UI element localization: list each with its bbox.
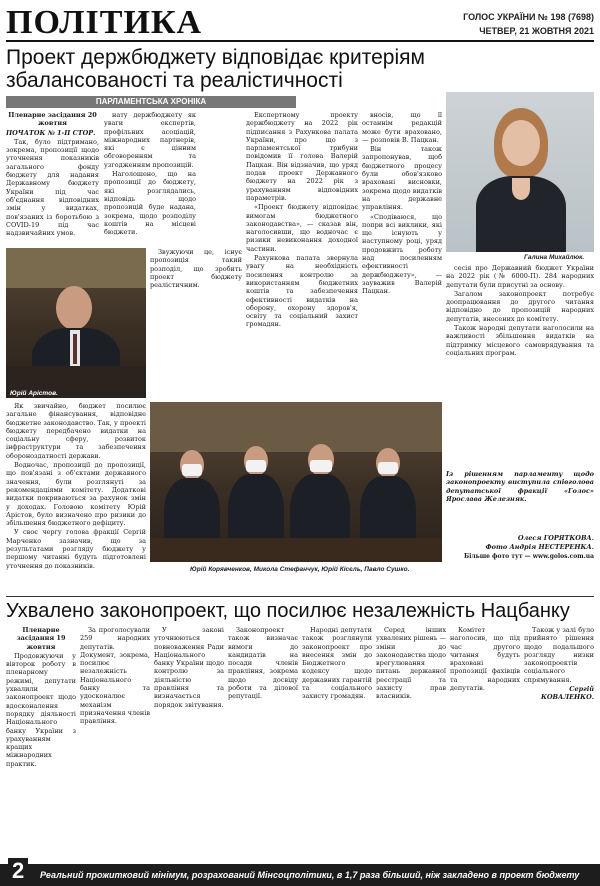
page-number: 2 [8,858,28,884]
paragraph: Комітет наголосив, що під час другого читання будуть враховані пропозиції фахівців та народних депутатів. [450,626,520,693]
photo-parliament [150,402,442,562]
paragraph: Як звичайно, бюджет посилює загальне фінансування, відповідне бюджетне законодавство. Так, у проекті бюджету передбачено видатки на соціальну сферу, розвиток інфраструктури та забезпечення обороноздатності держави. [6,402,146,460]
publication-info [463,10,594,38]
article2-signature: Сергій КОВАЛЕНКО. [540,685,594,702]
paragraph: нату держбюджету як уваги експертів, профільних асоціацій, міжнародних партнерів, які є цінним обговоренням та узгодженням пропозицій. [104,111,196,169]
article1-col1 [6,111,99,246]
article1-col5 [446,264,594,464]
paragraph: Рахункова палата звернула увагу на необхідність посилення контролю за використанням бюджетних коштів та забезпечення ефективності видатків на оборону, охорону здоров'я, освіту та соціальний захист громадян. [246,254,358,329]
photo-caption-parliament: Юрій Корявченков, Микола Стефанчук, Юрій Кісєль, Павло Сушко. [190,566,410,573]
paragraph: Серед інших ухвалених рішень — зміни до законодавства щодо врегулювання питань державної реєстрації та захисту прав власників. [376,626,446,701]
paragraph: Народні депутати також розглянули законопроект про внесення змін до Бюджетного кодексу щодо державних гарантій та соціального захисту громадян. [302,626,372,701]
article2-col5 [302,626,372,858]
paragraph: Він також запропонував, щоб бюджетного процесу були обов'язково враховані висновки, зокрема щодо видатків на державне управління. [362,145,442,212]
paragraph: За проголосували 259 народних депутатів. Документ, зокрема, посилює незалежність Національного банку та удосконалює механізм призначення членів правління. [80,626,150,726]
session-label: Пленарне засідання 20 жовтня [8,111,97,128]
paragraph: Загалом законопроект потребує доопрацювання до другого читання відповідно до пропозицій народних депутатів, внесених до комітету. [446,289,594,323]
article1-col1-lower [6,402,146,590]
photo-credit: Фото Андрія НЕСТЕРЕНКА. [485,543,594,552]
paragraph: У своє чергу голова фракції Сергій Марченко зазначив, що за результатами розгляду бюджету у першому читанні будуть підготовлені уточнення до показників. [6,528,146,570]
article1-col4 [362,111,442,396]
article2-col3 [154,626,224,858]
article2-col7 [450,626,520,858]
session-label: Пленарне засідання 19 жовтня [16,626,66,651]
rubric-label: ПАРЛАМЕНТСЬКА ХРОНІКА [6,96,296,108]
section-divider [6,596,594,597]
masthead [6,6,594,42]
article2-col4 [228,626,298,858]
photo-mykhailiuk [446,92,594,252]
paragraph: У законі уточнюються повноваження Ради Національного банку України щодо контролю за діяльністю правління та визначається порядок звітування. [154,626,224,709]
paragraph: «Проект бюджету відповідає вимогам бюджетного законодавства», — сказав він, наголосивши, що водночас є ризики невиконання доходної частини. [246,203,358,253]
section-title: ПОЛІТИКА [6,4,203,41]
article1-col5-lower [446,470,594,530]
article2-headline: Ухвалено законопроект, що посилює незалежність Нацбанку [6,600,570,622]
paragraph: Звужуючи це, існує пропозиція такий розподіл, що зробить проект бюджету реалістичним. [150,248,242,290]
article2-col6 [376,626,446,858]
newspaper-issue: ГОЛОС УКРАЇНИ № 198 (7698) [463,12,594,22]
issue-date: ЧЕТВЕР, 21 ЖОВТНЯ 2021 [479,26,594,36]
photo-caption-mykhailiuk: Галина Михайлюк. [524,254,585,261]
article1-col2-mid [150,248,242,398]
article1-col3 [246,111,358,396]
paragraph: Із рішенням парламенту щодо законопроекту виступила співголова депутатської фракції «Голос» Ярослава Железняк. [446,470,594,503]
paragraph: Наголошено, що на пропозиції до бюджету, які розглядались, відповідь щодо пропозицій буде надана, зокрема, щодо розподілу коштів на місцеві бюджети. [104,170,196,237]
footer-slogan: Реальний прожитковий мінімум, розрахований Мінсоцполітики, в 1,7 раза більший, ніж закладено в проект бюджету [40,870,580,880]
photo-caption-aristov: Юрій Арістов. [10,390,58,397]
paragraph: Експертному проекту держбюджету на 2022 рік підписання з Рахункова палата України, про що з парламентської трибуни повідомив її голова Валерій Пацкан. Він відзначив, що уряд подав проект Державного бюджету на 2022 рік з урахуванням відповідних параметрів. [246,111,358,202]
paragraph: «Сподіваюся, що попри всі виклики, які ще існують у наступному році, уряд продовжить роботу над посиленням ефективності держбюджету», — зауважив Валерій Пацкан. [362,212,442,296]
paragraph: Також народні депутати наголосили на важливості збільшення видатків на підтримку місцевого самоврядування та соціальних програм. [446,324,594,357]
continuation-note: ПОЧАТОК № 1-ІІ СТОР. [6,128,96,137]
photo-aristov [6,248,146,398]
article1-col2 [104,111,196,246]
more-info-link[interactable]: Більше фото тут — www.golos.com.ua [463,552,594,560]
article2-col8 [524,626,594,858]
article2-col1 [6,626,76,858]
paragraph: Продовжуючи у вівторок роботу в пленарному режимі, депутати ухвалили законопроект щодо вдосконалення порядку діяльності Національного банку України з урахуванням кращих міжнародних практик. [6,651,76,768]
paragraph: Також у залі було прийнято рішення щодо подальшого розгляду низки законопроектів соціального спрямування. [524,626,594,684]
byline: Олеся ГОРЯТКОВА. [517,534,594,542]
paragraph: вносів, що її останнім редакцій може бути враховано, — розповів В. Пацкан. [362,111,442,144]
article1-headline: Проект держбюджету відповідає критеріям збалансованості та реалістичності [6,46,425,92]
paragraph: Законопроект також визначає вимоги до кандидатів на посади членів правління, зокрема щодо досвіду роботи та ділової репутації. [228,626,298,701]
article1-credits [446,534,594,586]
paragraph: Водночас, пропозиції до пропозиції, що пов'язані з об'єктами державного значення, були розглянуті за рекомендаціями комітету. Додаткові видатки покриваються за рахунок змін у доходах. Головою комітету Юрій Арістов, було визначено про ризики до збільшення бюджетного дефіциту. [6,461,146,528]
paragraph: Так, було підтримано, зокрема, пропозиції щодо уточнення показників загального фонду бюджету для надання Державному бюджету України під час об'єднання відповідних змін у видатках, пов'язаних із боротьбою з COVID-19 під час надзвичайних умов. [6,137,99,238]
paragraph: сесія про Державний бюджет України на 2022 рік (№ 6000-П). 284 народних депутати були присутні за основу. [446,264,594,289]
article2-col2 [80,626,150,858]
